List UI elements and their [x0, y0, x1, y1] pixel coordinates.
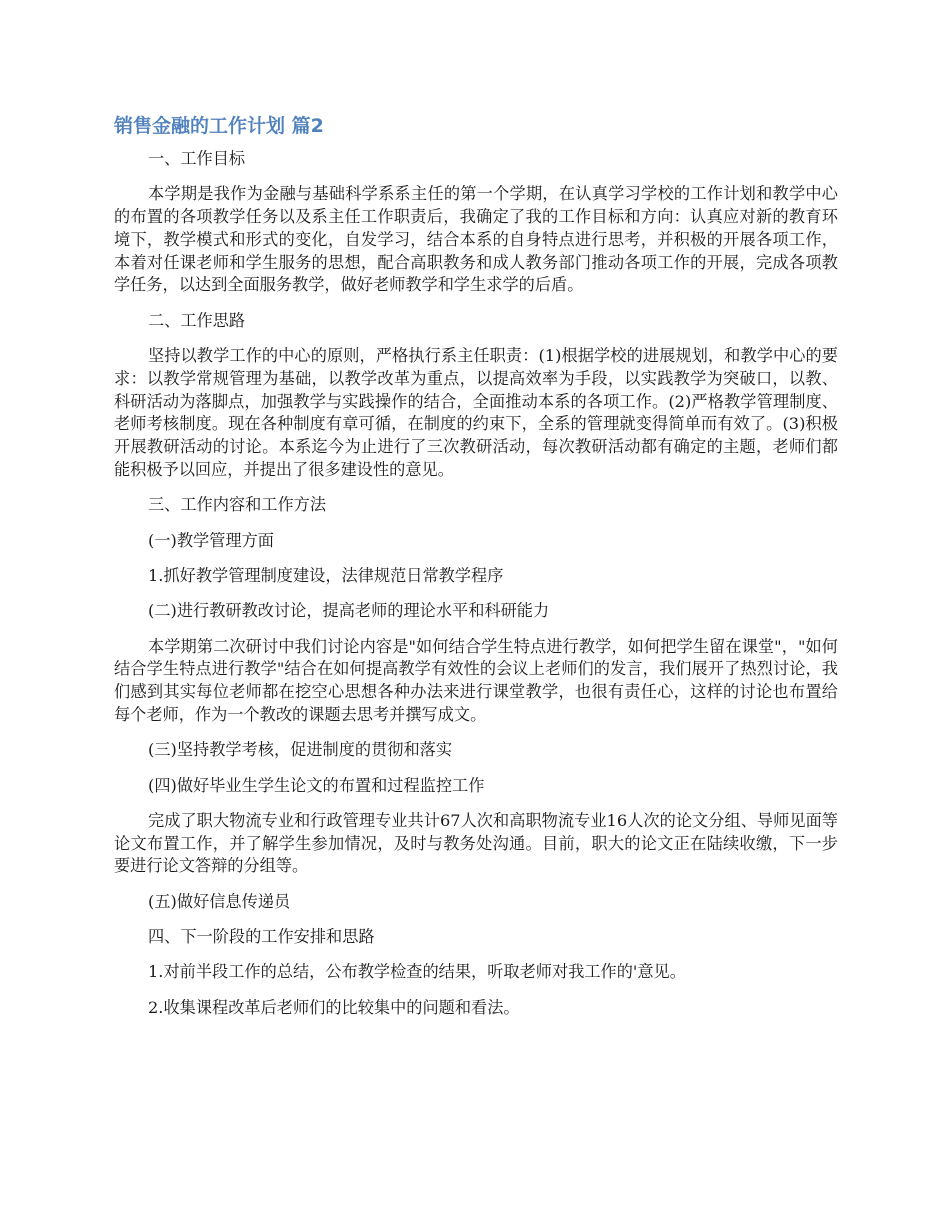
subheading-thesis-monitoring: (四)做好毕业生学生论文的布置和过程监控工作 — [148, 775, 485, 795]
subheading-information-relay: (五)做好信息传递员 — [148, 891, 291, 911]
item-management-system: 1.抓好教学管理制度建设，法律规范日常教学程序 — [148, 565, 504, 585]
item-summary-review: 1.对前半段工作的总结，公布教学检查的结果，听取老师对我工作的'意见。 — [148, 962, 686, 982]
heading-work-goals: 一、工作目标 — [148, 149, 246, 168]
subheading-research-discussion: (二)进行教研教改讨论，提高老师的理论水平和科研能力 — [148, 601, 550, 621]
heading-next-stage: 四、下一阶段的工作安排和思路 — [148, 927, 375, 947]
paragraph-work-goals: 本学期是我作为金融与基础科学系系主任的第一个学期，在认真学习学校的工作计划和教学中心的布置的各项教学任务以及系主任工作职责后，我确定了我的工作目标和方向：认真应对新的教育环境下，教学模式和形式的变化，自发学习，结合本系的自身特点进行思考，并积极的开展各项工作，本着对任课老师和学生服务的思想，配合高职教务和成人教务部门推动各项工作的开展，完成各项教学任务，以达到全面服务教学，做好老师教学和学生求学的后盾。 — [114, 184, 838, 295]
heading-work-content: 三、工作内容和工作方法 — [148, 495, 327, 515]
subheading-teaching-assessment: (三)坚持教学考核，促进制度的贯彻和落实 — [148, 740, 453, 760]
heading-work-approach: 二、工作思路 — [148, 310, 246, 330]
paragraph-thesis-monitoring: 完成了职大物流专业和行政管理专业共计67人次和高职物流专业16人次的论文分组、导师见面等论文布置工作，并了解学生参加情况，及时与教务处沟通。目前，职大的论文正在陆续收缴，下一步要进行论文答辩的分组等。 — [114, 810, 838, 876]
paragraph-work-approach: 坚持以教学工作的中心的原则，严格执行系主任职责：(1)根据学校的进展规划，和教学中心的要求：以教学常规管理为基础，以教学改革为重点，以提高效率为手段，以实践教学为突破口，以教、科研活动为落脚点，加强教学与实践操作的结合，全面推动本系的各项工作。(2)严格教学管理制度、老师考核制度。现在各种制度有章可循，在制度的约束下，全系的管理就变得简单而有效了。(3)积极开展教研活动的讨论。本系迄今为止进行了三次教研活动，每次教研活动都有确定的主题，老师们都能积极予以回应，并提出了很多建设性的意见。 — [114, 346, 838, 480]
subheading-teaching-management: (一)教学管理方面 — [148, 530, 274, 550]
paragraph-research-discussion: 本学期第二次研讨中我们讨论内容是"如何结合学生特点进行教学，如何把学生留在课堂"，"如何结合学生特点进行教学"结合在如何提高教学有效性的会议上老师们的发言，我们展开了热烈讨论，我们感到其实每位老师都在挖空心思想各种办法来进行课堂教学，也很有责任心，这样的讨论也布置给每个老师，作为一个教改的课题去思考并撰写成文。 — [114, 636, 838, 724]
document-page — [114, 110, 838, 1032]
item-collect-feedback: 2.收集课程改革后老师们的比较集中的问题和看法。 — [148, 997, 520, 1017]
document-title: 销售金融的工作计划 篇2 — [114, 115, 324, 137]
